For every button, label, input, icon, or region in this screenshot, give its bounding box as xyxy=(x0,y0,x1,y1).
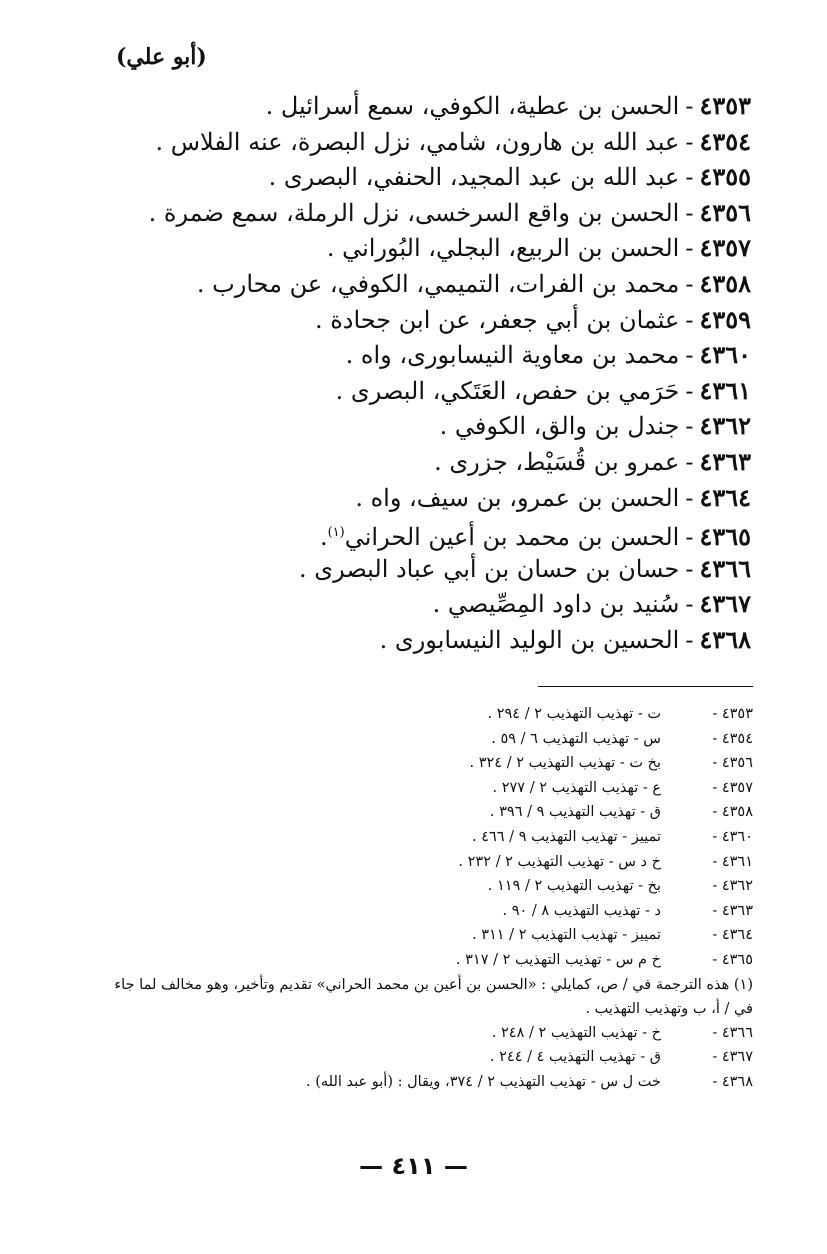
note-4361 xyxy=(103,850,753,875)
page-header: (أبو علي) xyxy=(116,44,207,70)
entry-number: ٤٣٥٦ xyxy=(699,197,751,227)
entry-4367: ٤٣٦٧-سُنيد بن داود المِصِّيصي . xyxy=(432,589,751,619)
entry-text: الحسين بن الوليد النيسابورى . xyxy=(379,625,680,654)
note-number: ٤٣٥٨ - xyxy=(712,804,753,821)
entry-number: ٤٣٥٨ xyxy=(699,268,751,298)
note-text: د - تهذيب التهذيب ٨ / ٩٠ . xyxy=(502,902,661,919)
note-text: خت ل س - تهذيب التهذيب ٢ / ٣٧٤، ويقال : (أبو عبد الله) . xyxy=(306,1073,661,1090)
note-4365 xyxy=(103,948,753,973)
entry-number: ٤٣٦٥ xyxy=(699,522,751,552)
note-number: ٤٣٥٦ - xyxy=(712,755,753,772)
footnote-marker: (١) xyxy=(327,525,345,541)
footnote-text-continued: في / أ، ب وتهذيب التهذيب . xyxy=(585,1000,753,1017)
entry-4365: ٤٣٦٥-الحسن بن محمد بن أعين الحراني$^{(١)}$. xyxy=(319,522,751,552)
entry-4354: ٤٣٥٤-عبد الله بن هارون، شامي، نزل البصرة، عنه الفلاس . xyxy=(155,126,751,156)
page-number: — ٤١١ — xyxy=(359,1152,468,1180)
entry-4355: ٤٣٥٥-عبد الله بن عبد المجيد، الحنفي، البصرى . xyxy=(268,162,751,192)
entry-text: الحسن بن عمرو، بن سيف، واه . xyxy=(355,483,680,512)
note-text: تمييز - تهذيب التهذيب ٩ / ٤٦٦ . xyxy=(471,828,661,845)
note-number: ٤٣٦٠ - xyxy=(712,828,753,845)
entry-number: ٤٣٦٣ xyxy=(699,446,751,476)
entry-text: الحسن بن الربيع، البجلي، البُوراني . xyxy=(326,234,680,263)
entry-number: ٤٣٦٦ xyxy=(699,553,751,583)
note-text: بخ ت - تهذيب التهذيب ٢ / ٣٢٤ . xyxy=(469,755,661,772)
note-text: خ - تهذيب التهذيب ٢ / ٢٤٨ . xyxy=(491,1024,661,1041)
note-text: س - تهذيب التهذيب ٦ / ٥٩ . xyxy=(491,730,661,747)
note-text: ق - تهذيب التهذيب ٩ / ٣٩٦ . xyxy=(489,804,661,821)
note-4363 xyxy=(103,899,753,924)
entry-text: عثمان بن أبي جعفر، عن ابن جحادة . xyxy=(314,305,680,334)
note-text: ع - تهذيب التهذيب ٢ / ٢٧٧ . xyxy=(492,779,661,796)
note-text: خ م س - تهذيب التهذيب ٢ / ٣١٧ . xyxy=(455,951,661,968)
entry-4363: ٤٣٦٣-عمرو بن قُسَيْط، جزرى . xyxy=(434,446,751,476)
note-4367 xyxy=(103,1045,753,1070)
entry-4358: ٤٣٥٨-محمد بن الفرات، التميمي، الكوفي، عن محارب . xyxy=(196,268,751,298)
entry-4362: ٤٣٦٢-جندل بن والق، الكوفي . xyxy=(439,411,751,441)
footnote-divider xyxy=(538,686,753,687)
note-4357 xyxy=(103,776,753,801)
entry-number: ٤٣٦٠ xyxy=(699,340,751,370)
entry-4353: ٤٣٥٣-الحسن بن عطية، الكوفي، سمع أسرائيل . xyxy=(265,91,751,120)
note-number: ٤٣٦١ - xyxy=(712,853,753,870)
note-4364 xyxy=(103,923,753,948)
entry-text: الحسن بن محمد بن أعين الحراني xyxy=(344,523,680,552)
entry-text: حسان بن حسان بن أبي عباد البصرى . xyxy=(299,554,680,583)
entry-4360: ٤٣٦٠-محمد بن معاوية النيسابورى، واه . xyxy=(345,340,751,370)
entry-4356: ٤٣٥٦-الحسن بن واقع السرخسى، نزل الرملة، سمع ضمرة . xyxy=(148,197,751,227)
note-4368 xyxy=(103,1070,753,1095)
entry-4366: ٤٣٦٦-حسان بن حسان بن أبي عباد البصرى . xyxy=(299,553,751,583)
entry-text: سُنيد بن داود المِصِّيصي . xyxy=(432,590,680,619)
note-4358 xyxy=(103,800,753,825)
footnote-1 xyxy=(103,973,753,1021)
note-number: ٤٣٦٨ - xyxy=(712,1073,753,1090)
note-number: ٤٣٥٣ - xyxy=(712,706,753,722)
note-4360 xyxy=(103,825,753,850)
note-text: تمييز - تهذيب التهذيب ٢ / ٣١١ . xyxy=(471,927,661,944)
entry-4361: ٤٣٦١-حَرَمي بن حفص، العَتَكي، البصرى . xyxy=(335,375,751,405)
note-number: ٤٣٦٦ - xyxy=(712,1024,753,1041)
entry-number: ٤٣٦٨ xyxy=(699,624,751,654)
note-text: خ د س - تهذيب التهذيب ٢ / ٢٣٢ . xyxy=(458,853,661,870)
entry-text: عمرو بن قُسَيْط، جزرى . xyxy=(434,447,680,476)
note-text: ق - تهذيب التهذيب ٤ / ٢٤٤ . xyxy=(489,1049,661,1066)
entry-number: ٤٣٥٩ xyxy=(699,304,751,334)
footnotes xyxy=(103,702,753,1094)
entry-number: ٤٣٥٥ xyxy=(699,162,751,192)
entry-4357: ٤٣٥٧-الحسن بن الربيع، البجلي، البُوراني . xyxy=(326,233,751,263)
entry-number: ٤٣٥٣ xyxy=(699,91,751,120)
footnote-text: (١) هذه الترجمة في / ص، كمايلي : «الحسن بن أعين بن محمد الحراني» تقديم وتأخير، وهو مخالف لما جاء xyxy=(114,976,753,993)
note-4366 xyxy=(103,1021,753,1046)
note-number: ٤٣٥٧ - xyxy=(712,779,753,796)
note-text: بخ - تهذيب التهذيب ٢ / ١١٩ . xyxy=(487,878,661,895)
entry-text: محمد بن معاوية النيسابورى، واه . xyxy=(345,341,680,370)
entry-text: الحسن بن عطية، الكوفي، سمع أسرائيل . xyxy=(265,92,680,120)
entry-text: عبد الله بن عبد المجيد، الحنفي، البصرى . xyxy=(268,163,680,192)
entry-number: ٤٣٦٤ xyxy=(699,482,751,512)
entry-text: حَرَمي بن حفص، العَتَكي، البصرى . xyxy=(335,376,680,405)
entry-text: جندل بن والق، الكوفي . xyxy=(439,412,680,441)
entry-number: ٤٣٥٧ xyxy=(699,233,751,263)
entry-number: ٤٣٦٢ xyxy=(699,411,751,441)
note-4362 xyxy=(103,874,753,899)
entry-text: الحسن بن واقع السرخسى، نزل الرملة، سمع ضمرة . xyxy=(148,198,680,227)
note-text: ت - تهذيب التهذيب ٢ / ٢٩٤ . xyxy=(487,706,661,722)
entry-4364: ٤٣٦٤-الحسن بن عمرو، بن سيف، واه . xyxy=(355,482,751,512)
entry-number: ٤٣٥٤ xyxy=(699,126,751,156)
entry-number: ٤٣٦١ xyxy=(699,375,751,405)
note-4353 xyxy=(103,702,753,727)
note-number: ٤٣٦٧ - xyxy=(712,1049,753,1066)
note-4354 xyxy=(103,727,753,752)
note-number: ٤٣٦٤ - xyxy=(712,927,753,944)
entry-text-end: . xyxy=(319,523,328,552)
entry-number: ٤٣٦٧ xyxy=(699,589,751,619)
note-number: ٤٣٥٤ - xyxy=(712,730,753,747)
entry-4368: ٤٣٦٨-الحسين بن الوليد النيسابورى . xyxy=(379,624,751,654)
note-number: ٤٣٦٢ - xyxy=(712,878,753,895)
note-4356 xyxy=(103,751,753,776)
note-number: ٤٣٦٣ - xyxy=(712,902,753,919)
entry-list xyxy=(91,88,751,658)
entry-text: محمد بن الفرات، التميمي، الكوفي، عن محارب . xyxy=(196,269,680,298)
entry-4359: ٤٣٥٩-عثمان بن أبي جعفر، عن ابن جحادة . xyxy=(314,304,751,334)
entry-text: عبد الله بن هارون، شامي، نزل البصرة، عنه الفلاس . xyxy=(155,127,680,156)
note-number: ٤٣٦٥ - xyxy=(712,951,753,968)
